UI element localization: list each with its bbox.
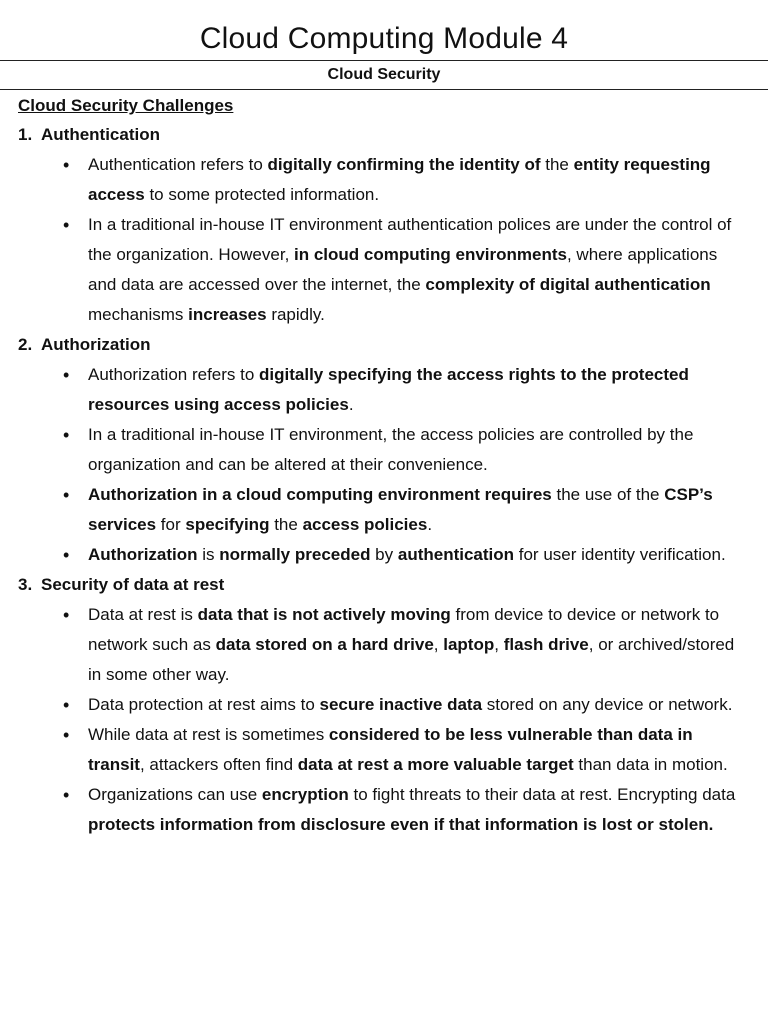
body-text: stored on any device or network.: [482, 695, 733, 714]
topic-heading: [18, 330, 750, 360]
bold-text: flash drive: [503, 635, 589, 654]
body-text: While data at rest is sometimes: [88, 725, 329, 744]
topic-title: Authentication: [41, 125, 160, 144]
bold-text: authentication: [397, 545, 515, 564]
body-text: Data at rest is: [88, 605, 198, 624]
topic-number: 3.: [18, 575, 33, 594]
body-text: to fight threats to their data at rest. Encrypting data: [348, 785, 736, 804]
bold-text: increases: [188, 305, 267, 324]
body-text: , or archived/stored in some other way.: [88, 635, 735, 684]
body-text: .: [348, 395, 354, 414]
topic-item: [18, 570, 750, 840]
bold-text: complexity of digital authentication: [425, 275, 711, 294]
bold-text: data stored on a hard drive: [215, 635, 434, 654]
bullet-item: [88, 690, 750, 720]
body-text: than data in motion.: [573, 755, 728, 774]
body-text: from device to device or network to network such as: [88, 605, 720, 654]
bold-text: data that is not actively moving: [197, 605, 451, 624]
bullet-item: [88, 780, 750, 840]
bullet-item: [88, 150, 750, 210]
topic-number: 2.: [18, 335, 33, 354]
body-text: the: [269, 515, 303, 534]
body-text: Data protection at rest aims to: [88, 695, 320, 714]
bold-text: access policies: [302, 515, 428, 534]
body-text: , attackers often find: [139, 755, 298, 774]
bold-text: considered to be less vulnerable than data in transit: [88, 725, 693, 774]
bullet-item: [88, 420, 750, 480]
bullet-item: [88, 210, 750, 330]
header-rule-bottom: [0, 89, 768, 90]
bold-text: encryption: [261, 785, 349, 804]
bold-text: data at rest a more valuable target: [297, 755, 574, 774]
bold-text: protects information from disclosure even if that information is lost or stolen.: [88, 815, 714, 834]
body-text: by: [370, 545, 398, 564]
bullet-item: [88, 600, 750, 690]
topic-title: Security of data at rest: [41, 575, 225, 594]
challenges-heading: Cloud Security Challenges: [18, 96, 234, 115]
body-text: .: [427, 515, 433, 534]
bullet-item: [88, 360, 750, 420]
body-text: In a traditional in-house IT environment, the access policies are controlled by the organization and can be altered at their convenience.: [88, 425, 694, 474]
body-text: to some protected information.: [144, 185, 380, 204]
body-text: Organizations can use: [88, 785, 262, 804]
bold-text: in cloud computing environments: [294, 245, 567, 264]
topic-title: Authorization: [41, 335, 151, 354]
body-text: rapidly.: [266, 305, 325, 324]
bullet-list: [18, 360, 750, 570]
bold-text: digitally confirming the identity of: [267, 155, 541, 174]
body-text: , where applications and data are accessed over the internet, the: [88, 245, 718, 294]
body-text: Authentication refers to: [88, 155, 268, 174]
body-text: the use of the: [551, 485, 665, 504]
bold-text: entity requesting access: [88, 155, 711, 204]
body-text: for: [156, 515, 186, 534]
bullet-item: [88, 480, 750, 540]
body-text: mechanisms: [88, 305, 189, 324]
body-text: the: [540, 155, 574, 174]
bold-text: digitally specifying the access rights to the protected resources using access policies: [88, 365, 689, 414]
body-text: ,: [494, 635, 504, 654]
topic-item: [18, 330, 750, 570]
document-body: [0, 92, 768, 840]
body-text: In a traditional in-house IT environment authentication polices are under the control of the organization. However,: [88, 215, 732, 264]
body-text: Authorization refers to: [88, 365, 260, 384]
bullet-list: [18, 600, 750, 840]
bold-text: Authorization: [88, 545, 198, 564]
bullet-item: [88, 540, 750, 570]
bold-text: Authorization in a cloud computing environment requires: [88, 485, 552, 504]
body-text: for user identity verification.: [514, 545, 726, 564]
section-title: Cloud Security: [327, 66, 441, 83]
bullet-item: [88, 720, 750, 780]
bold-text: normally preceded: [219, 545, 371, 564]
bold-text: laptop: [443, 635, 495, 654]
topic-heading: [18, 570, 750, 600]
body-text: ,: [433, 635, 444, 654]
topic-number: 1.: [18, 125, 33, 144]
bullet-list: [18, 150, 750, 330]
topic-item: [18, 120, 750, 330]
topic-list: [18, 120, 750, 840]
bold-text: specifying: [185, 515, 270, 534]
bold-text: secure inactive data: [319, 695, 483, 714]
bold-text: CSP’s services: [88, 485, 713, 534]
body-text: is: [197, 545, 220, 564]
topic-heading: [18, 120, 750, 150]
page-title: Cloud Computing Module 4: [199, 22, 569, 55]
